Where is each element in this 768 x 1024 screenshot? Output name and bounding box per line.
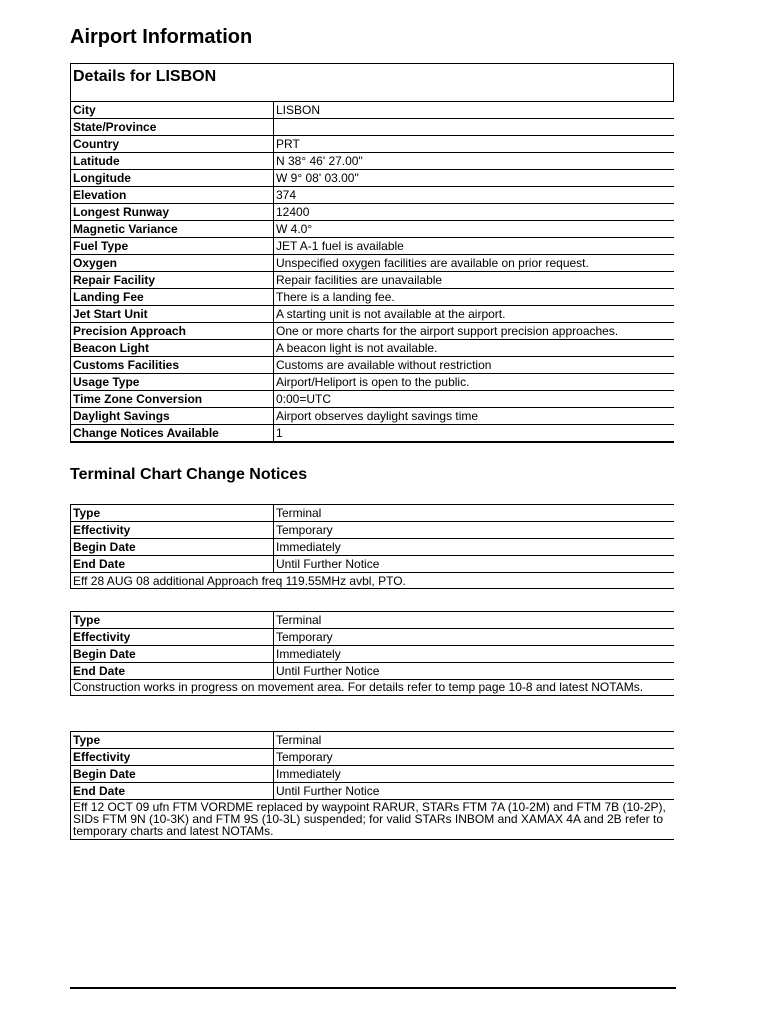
airport-details-table <box>71 102 674 442</box>
row-label-daylight-savings: Daylight Savings <box>71 408 274 425</box>
row-value-jet-start-unit: A starting unit is not available at the airport. <box>274 306 675 323</box>
row-value-end-date: Until Further Notice <box>274 663 675 680</box>
row-value-country: PRT <box>274 136 675 153</box>
row-label-customs-facilities: Customs Facilities <box>71 357 274 374</box>
row-value-end-date: Until Further Notice <box>274 556 675 573</box>
row-label-longest-runway: Longest Runway <box>71 204 274 221</box>
row-label-begin-date: Begin Date <box>71 646 274 663</box>
row-label-state-province: State/Province <box>71 119 274 136</box>
table-row <box>71 340 674 357</box>
row-value-effectivity: Temporary <box>274 749 675 766</box>
table-row <box>71 391 674 408</box>
row-value-type: Terminal <box>274 505 675 522</box>
table-row <box>71 374 674 391</box>
row-value-latitude: N 38° 46' 27.00" <box>274 153 675 170</box>
table-row <box>71 425 674 442</box>
row-value-elevation: 374 <box>274 187 675 204</box>
row-label-end-date: End Date <box>71 663 274 680</box>
row-value-usage-type: Airport/Heliport is open to the public. <box>274 374 675 391</box>
table-row <box>71 766 674 783</box>
table-row <box>71 408 674 425</box>
row-value-effectivity: Temporary <box>274 629 675 646</box>
row-label-begin-date: Begin Date <box>71 539 274 556</box>
table-row <box>71 204 674 221</box>
row-value-begin-date: Immediately <box>274 539 675 556</box>
row-value-beacon-light: A beacon light is not available. <box>274 340 675 357</box>
table-row <box>71 505 674 522</box>
row-label-longitude: Longitude <box>71 170 274 187</box>
row-value-begin-date: Immediately <box>274 766 675 783</box>
row-value-time-zone-conversion: 0:00=UTC <box>274 391 675 408</box>
row-value-oxygen: Unspecified oxygen facilities are available on prior request. <box>274 255 675 272</box>
row-value-end-date: Until Further Notice <box>274 783 675 800</box>
row-value-change-notices-available: 1 <box>274 425 675 442</box>
row-label-effectivity: Effectivity <box>71 629 274 646</box>
table-row <box>71 323 674 340</box>
notices-section-title: Terminal Chart Change Notices <box>70 466 308 483</box>
notice-text: Construction works in progress on movement area. For details refer to temp page 10-8 and latest NOTAMs. <box>71 680 674 696</box>
table-row <box>71 136 674 153</box>
table-row <box>71 187 674 204</box>
row-value-city: LISBON <box>274 102 675 119</box>
table-row <box>71 357 674 374</box>
footer-divider <box>70 987 676 989</box>
row-value-type: Terminal <box>274 732 675 749</box>
table-row <box>71 749 674 766</box>
page-title: Airport Information <box>70 26 253 48</box>
row-label-latitude: Latitude <box>71 153 274 170</box>
table-row <box>71 221 674 238</box>
row-value-magnetic-variance: W 4.0° <box>274 221 675 238</box>
row-value-fuel-type: JET A-1 fuel is available <box>274 238 675 255</box>
notice-text: Eff 12 OCT 09 ufn FTM VORDME replaced by waypoint RARUR, STARs FTM 7A (10-2M) and FTM 7B (10-2P), SIDs FTM 9N (10-3K) and FTM 9S (10-3L) suspended; for valid STARs INBOM and XAMAX 4A and 2B refer to temporary charts and latest NOTAMs. <box>71 800 674 840</box>
row-label-usage-type: Usage Type <box>71 374 274 391</box>
table-row <box>71 119 674 136</box>
row-value-begin-date: Immediately <box>274 646 675 663</box>
row-value-landing-fee: There is a landing fee. <box>274 289 675 306</box>
row-label-magnetic-variance: Magnetic Variance <box>71 221 274 238</box>
change-notice-2 <box>70 611 674 696</box>
row-label-oxygen: Oxygen <box>71 255 274 272</box>
row-value-effectivity: Temporary <box>274 522 675 539</box>
row-label-type: Type <box>71 505 274 522</box>
row-label-end-date: End Date <box>71 556 274 573</box>
row-value-longitude: W 9° 08' 03.00" <box>274 170 675 187</box>
table-row <box>71 783 674 800</box>
table-row <box>71 556 674 573</box>
row-label-elevation: Elevation <box>71 187 274 204</box>
row-label-city: City <box>71 102 274 119</box>
table-row <box>71 289 674 306</box>
row-label-fuel-type: Fuel Type <box>71 238 274 255</box>
notice-table <box>71 612 674 680</box>
row-label-end-date: End Date <box>71 783 274 800</box>
row-label-effectivity: Effectivity <box>71 522 274 539</box>
table-row <box>71 238 674 255</box>
change-notice-1 <box>70 504 674 589</box>
row-value-type: Terminal <box>274 612 675 629</box>
table-row <box>71 272 674 289</box>
table-row <box>71 255 674 272</box>
row-label-jet-start-unit: Jet Start Unit <box>71 306 274 323</box>
row-label-effectivity: Effectivity <box>71 749 274 766</box>
row-value-repair-facility: Repair facilities are unavailable <box>274 272 675 289</box>
notice-table <box>71 732 674 800</box>
table-row <box>71 170 674 187</box>
notice-text: Eff 28 AUG 08 additional Approach freq 119.55MHz avbl, PTO. <box>71 573 674 589</box>
table-row <box>71 629 674 646</box>
table-row <box>71 306 674 323</box>
table-row <box>71 646 674 663</box>
row-value-daylight-savings: Airport observes daylight savings time <box>274 408 675 425</box>
table-row <box>71 732 674 749</box>
table-row <box>71 612 674 629</box>
change-notice-3 <box>70 731 674 840</box>
row-label-change-notices-available: Change Notices Available <box>71 425 274 442</box>
row-label-landing-fee: Landing Fee <box>71 289 274 306</box>
table-row <box>71 522 674 539</box>
row-label-beacon-light: Beacon Light <box>71 340 274 357</box>
row-value-state-province <box>274 119 675 136</box>
row-value-precision-approach: One or more charts for the airport support precision approaches. <box>274 323 675 340</box>
row-value-longest-runway: 12400 <box>274 204 675 221</box>
notice-table <box>71 505 674 573</box>
airport-details-panel <box>70 63 674 443</box>
row-label-repair-facility: Repair Facility <box>71 272 274 289</box>
table-row <box>71 153 674 170</box>
table-row <box>71 539 674 556</box>
table-row <box>71 102 674 119</box>
row-value-customs-facilities: Customs are available without restriction <box>274 357 675 374</box>
details-heading: Details for LISBON <box>71 64 674 102</box>
row-label-begin-date: Begin Date <box>71 766 274 783</box>
table-row <box>71 663 674 680</box>
row-label-type: Type <box>71 612 274 629</box>
row-label-time-zone-conversion: Time Zone Conversion <box>71 391 274 408</box>
row-label-precision-approach: Precision Approach <box>71 323 274 340</box>
row-label-country: Country <box>71 136 274 153</box>
row-label-type: Type <box>71 732 274 749</box>
